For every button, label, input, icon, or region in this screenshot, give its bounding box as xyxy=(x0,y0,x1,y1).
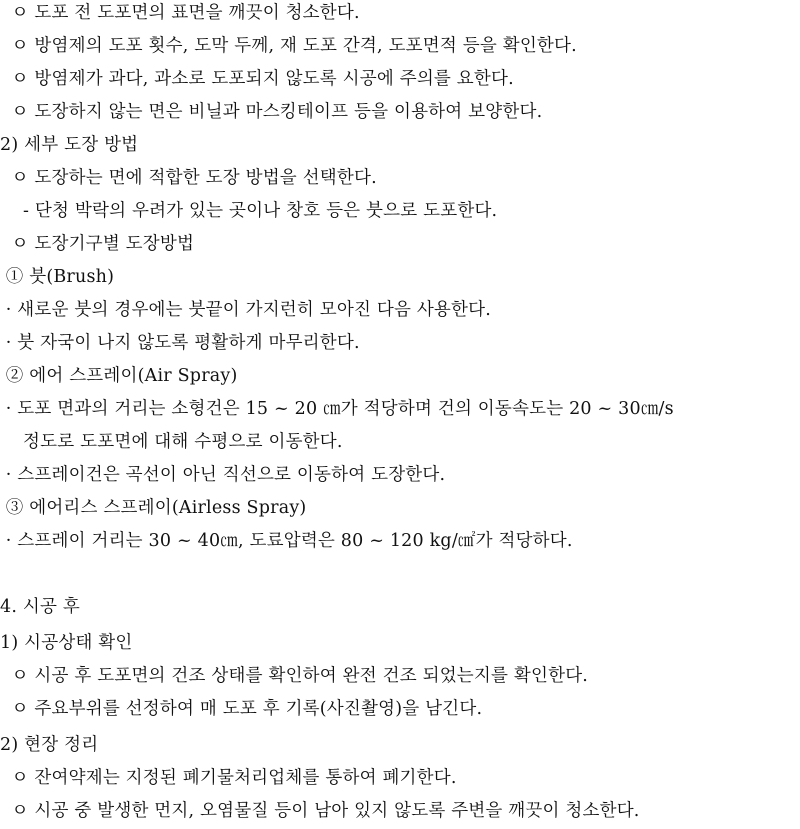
text-line: · 붓 자국이 나지 않도록 평활하게 마무리한다. xyxy=(0,333,360,353)
text-line: ㅇ 시공 후 도포면의 건조 상태를 확인하여 완전 건조 되었는지를 확인한다. xyxy=(0,666,589,686)
text-line: ㅇ 방염제의 도포 횟수, 도막 두께, 재 도포 간격, 도포면적 등을 확인한다. xyxy=(0,36,577,56)
text-line: ㅇ 도장하는 면에 적합한 도장 방법을 선택한다. xyxy=(0,168,377,188)
chapter-heading: 4. 시공 후 xyxy=(0,597,80,617)
section-heading: 2) 세부 도장 방법 xyxy=(0,135,139,155)
text-line: ㅇ 도장하지 않는 면은 비닐과 마스킹테이프 등을 이용하여 보양한다. xyxy=(0,102,543,122)
text-line: · 도포 면과의 거리는 소형건은 15 ~ 20 ㎝가 적당하며 건의 이동속도는 20 ~ 30㎝/s xyxy=(0,399,674,419)
text-line: ㅇ 도장기구별 도장방법 xyxy=(0,234,195,254)
text-line: 정도로 도포면에 대해 수평으로 이동한다. xyxy=(0,432,343,452)
text-line: · 스프레이 거리는 30 ~ 40㎝, 도료압력은 80 ~ 120 kg/㎠가 적당하다. xyxy=(0,531,573,551)
subsection-heading: ① 붓(Brush) xyxy=(0,267,115,287)
text-line: - 단청 박락의 우려가 있는 곳이나 창호 등은 붓으로 도포한다. xyxy=(0,201,498,221)
text-line: ㅇ 방염제가 과다, 과소로 도포되지 않도록 시공에 주의를 요한다. xyxy=(0,69,514,89)
subsection-heading: ③ 에어리스 스프레이(Airless Spray) xyxy=(0,498,307,518)
text-line: ㅇ 잔여약제는 지정된 폐기물처리업체를 통하여 폐기한다. xyxy=(0,768,457,788)
section-heading: 2) 현장 정리 xyxy=(0,735,99,755)
text-line: ㅇ 주요부위를 선정하여 매 도포 후 기록(사진촬영)을 남긴다. xyxy=(0,699,483,719)
text-line: · 새로운 붓의 경우에는 붓끝이 가지런히 모아진 다음 사용한다. xyxy=(0,300,492,320)
section-heading: 1) 시공상태 확인 xyxy=(0,633,133,653)
text-line: ㅇ 도포 전 도포면의 표면을 깨끗이 청소한다. xyxy=(0,3,360,23)
subsection-heading: ② 에어 스프레이(Air Spray) xyxy=(0,366,238,386)
text-line: ㅇ 시공 중 발생한 먼지, 오염물질 등이 남아 있지 않도록 주변을 깨끗이 청소한다. xyxy=(0,801,640,821)
text-line: · 스프레이건은 곡선이 아닌 직선으로 이동하여 도장한다. xyxy=(0,465,446,485)
